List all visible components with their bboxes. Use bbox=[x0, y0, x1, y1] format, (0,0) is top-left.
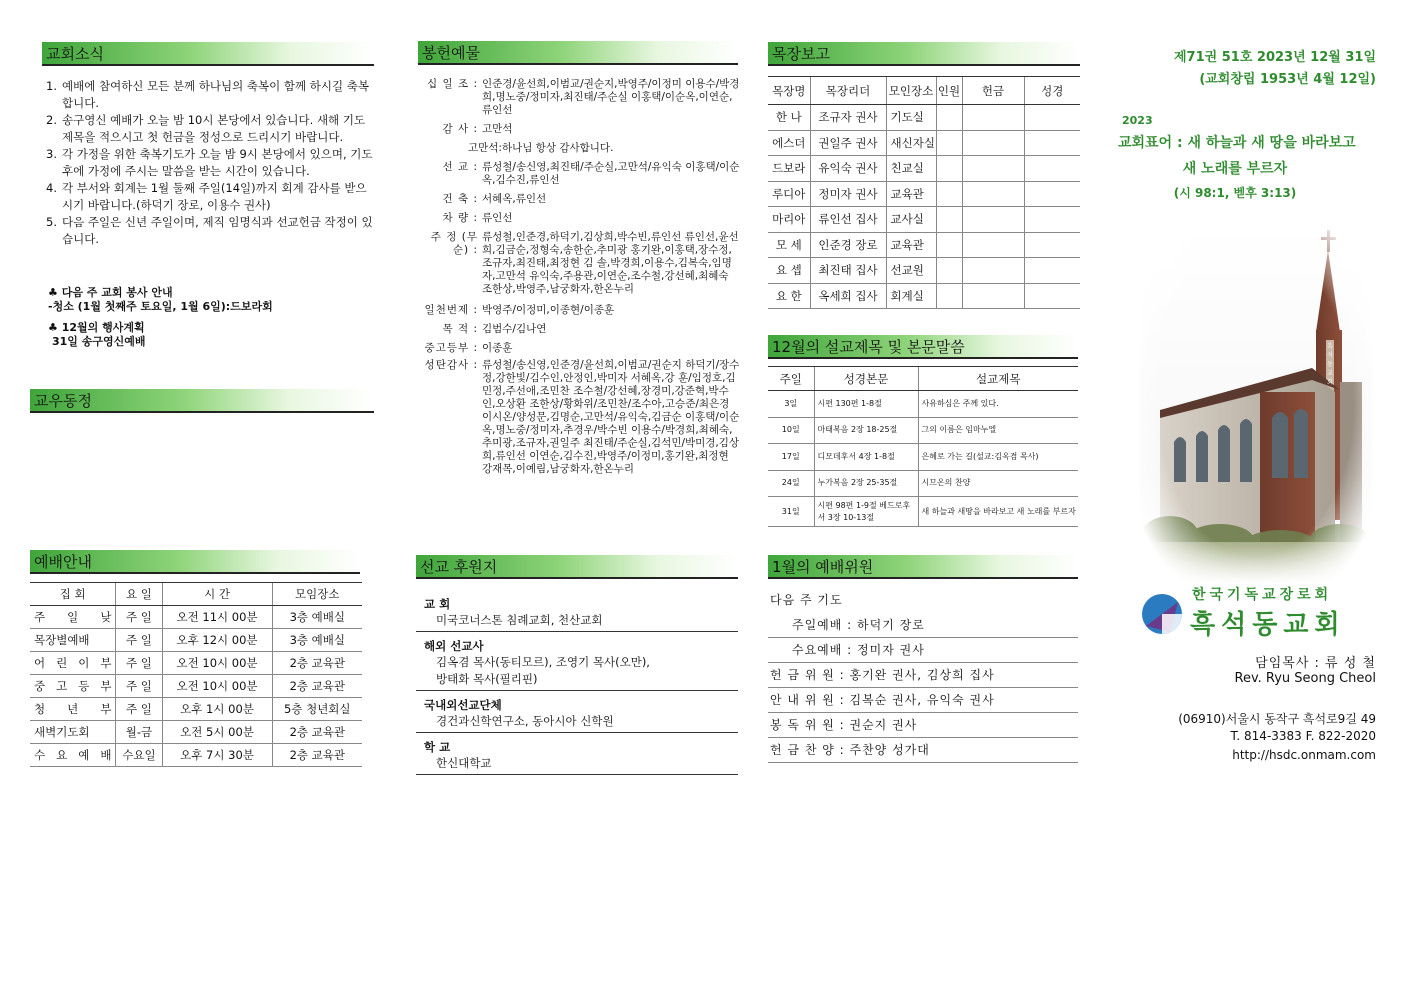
news-item-text: 다음 주일은 신년 주일이며, 제직 임명식과 선교헌금 작정이 있습니다. bbox=[62, 215, 373, 246]
news-item bbox=[46, 78, 376, 112]
cell-report-cell bbox=[962, 130, 1024, 156]
worship-header-cell: 요 일 bbox=[116, 583, 162, 606]
offering-label: 십 일 조 : bbox=[427, 78, 478, 90]
cell-report-cell: 최진태 집사 bbox=[810, 258, 886, 284]
offering-group bbox=[420, 359, 740, 476]
worship-cell: 2층 교육관 bbox=[272, 675, 362, 698]
worship-cell: 수요일 bbox=[116, 744, 162, 767]
church-name: 흑석동교회 bbox=[1190, 610, 1346, 640]
cell-report-cell: 류인선 집사 bbox=[810, 207, 886, 233]
cell-report-cell: 교육관 bbox=[886, 232, 936, 258]
offering-label: 중고등부 : bbox=[424, 342, 478, 354]
church-website[interactable]: http://hsdc.onmam.com bbox=[1232, 748, 1376, 762]
events-detail: 31일 송구영신예배 bbox=[52, 335, 146, 348]
sermon-cell-title: 은혜로 가는 길(설교:김옥겸 목사) bbox=[918, 444, 1078, 471]
cell-report-header-cell: 인원 bbox=[936, 77, 962, 105]
offering-label: 목 적 : bbox=[442, 323, 478, 335]
sermon-cell-title: 사유하심은 주께 있다. bbox=[918, 391, 1078, 418]
news-item bbox=[46, 214, 376, 248]
worship-cell: 주 일 낮 bbox=[30, 606, 116, 629]
mission-line: 한신대학교 bbox=[436, 756, 492, 770]
worship-cell: 오후 12시 00분 bbox=[162, 629, 272, 652]
cell-report-header-cell: 헌금 bbox=[962, 77, 1024, 105]
church-logo-icon bbox=[1140, 592, 1184, 636]
cell-report-cell: 에스더 bbox=[768, 130, 810, 156]
news-item-text: 예배에 참여하신 모든 분께 하나님의 축복이 함께 하시길 축복합니다. bbox=[62, 79, 369, 110]
worship-cell: 2층 교육관 bbox=[272, 744, 362, 767]
worship-cell: 수 요 예 배 bbox=[30, 744, 116, 767]
founded-line: (교회창립 1953년 4월 12일) bbox=[1199, 72, 1376, 87]
cell-report-cell: 친교실 bbox=[886, 156, 936, 182]
cell-report-header-cell: 목장리더 bbox=[810, 77, 886, 105]
cell-report-header-cell: 성경 bbox=[1024, 77, 1080, 105]
cell-report-section-title: 목장보고 bbox=[768, 42, 1080, 66]
cell-report-cell bbox=[962, 283, 1024, 309]
cell-report-cell: 드보라 bbox=[768, 156, 810, 182]
motto-year: 2023 bbox=[1122, 114, 1153, 127]
offering-group bbox=[420, 123, 740, 136]
offering-label: 성탄감사 : bbox=[424, 359, 478, 371]
cell-report-cell: 교육관 bbox=[886, 181, 936, 207]
cell-report-cell bbox=[962, 156, 1024, 182]
mission-group bbox=[416, 697, 738, 733]
worship-cell: 중 고 등 부 bbox=[30, 675, 116, 698]
worship-cell: 오후 1시 00분 bbox=[162, 698, 272, 721]
offering-names: 인준경/윤선희,이범교/권순지,박영주/이정미 이용수/박경희,명노중/정미자,최진태/주순실 이홍택/이순옥,이연순,류인선 bbox=[482, 78, 740, 116]
mission-group bbox=[416, 739, 738, 775]
role-row: 수요예배 : 정미자 권사 bbox=[768, 638, 1078, 663]
motto-ref: (시 98:1, 벧후 3:13) bbox=[1173, 186, 1297, 200]
worship-table bbox=[30, 582, 362, 767]
worship-cell: 오전 10시 00분 bbox=[162, 652, 272, 675]
church-phone: T. 814-3383 F. 822-2020 bbox=[1230, 729, 1376, 743]
table-row bbox=[30, 606, 362, 629]
table-row bbox=[768, 181, 1080, 207]
cell-report-cell: 정미자 권사 bbox=[810, 181, 886, 207]
mission-group bbox=[416, 596, 738, 632]
issue-line: 제71권 51호 2023년 12월 31일 bbox=[1174, 50, 1376, 65]
news-list bbox=[46, 78, 376, 248]
worship-cell: 2층 교육관 bbox=[272, 652, 362, 675]
offering-group bbox=[420, 161, 740, 187]
role-row: 주일예배 : 하덕기 장로 bbox=[768, 613, 1078, 638]
cell-report-cell bbox=[936, 130, 962, 156]
cell-report-cell: 한 나 bbox=[768, 105, 810, 131]
mission-group bbox=[416, 638, 738, 691]
table-row bbox=[768, 232, 1080, 258]
worship-cell: 목장별예배 bbox=[30, 629, 116, 652]
cell-report-cell bbox=[936, 105, 962, 131]
table-row bbox=[768, 207, 1080, 233]
offering-group bbox=[420, 212, 740, 225]
worship-cell: 3층 예배실 bbox=[272, 606, 362, 629]
cell-report-cell bbox=[1024, 258, 1080, 284]
sermon-cell-day: 17일 bbox=[768, 444, 814, 471]
offering-group bbox=[420, 323, 740, 336]
table-row bbox=[768, 417, 1078, 444]
jan-roles-list bbox=[768, 588, 1078, 763]
sermon-cell-title: 새 하늘과 새땅을 바라보고 새 노래를 부르자 bbox=[918, 497, 1078, 527]
cell-report-cell: 선교원 bbox=[886, 258, 936, 284]
cell-report-cell bbox=[1024, 207, 1080, 233]
worship-header-cell: 시 간 bbox=[162, 583, 272, 606]
cell-report-cell bbox=[936, 283, 962, 309]
news-item-number: 1. bbox=[46, 79, 57, 93]
news-item-number: 4. bbox=[46, 181, 57, 195]
events-title: ♣ 12월의 행사계획 bbox=[48, 321, 145, 334]
news-item-number: 2. bbox=[46, 113, 57, 127]
role-row: 헌 금 위 원 : 홍기완 권사, 김상희 집사 bbox=[768, 663, 1078, 688]
offering-group bbox=[420, 78, 740, 117]
worship-cell: 오전 10시 00분 bbox=[162, 675, 272, 698]
mission-group-heading: 해외 선교사 bbox=[424, 639, 484, 653]
cell-report-cell: 요 셉 bbox=[768, 258, 810, 284]
denomination-name: 한국기독교장로회 bbox=[1192, 587, 1333, 603]
cell-report-cell bbox=[1024, 156, 1080, 182]
worship-cell: 2층 교육관 bbox=[272, 721, 362, 744]
church-sign: 흑석동교회 bbox=[1327, 343, 1333, 386]
sermon-header-cell: 주일 bbox=[768, 367, 814, 391]
worship-cell: 어 린 이 부 bbox=[30, 652, 116, 675]
news-item bbox=[46, 146, 376, 180]
offering-names: 류인선 bbox=[482, 212, 513, 224]
offering-label: 일천번제 : bbox=[424, 304, 478, 316]
offering-label bbox=[420, 142, 468, 155]
cell-report-cell bbox=[962, 181, 1024, 207]
cell-report-cell bbox=[1024, 130, 1080, 156]
cell-report-header-cell: 모인장소 bbox=[886, 77, 936, 105]
cell-report-cell bbox=[1024, 283, 1080, 309]
offering-names: 류성철/송신영,인준경/윤선희,이범교/권순지 하덕기/장수정,강한빛/김수인,안정인,박미자 서혜옥,강 훈/임정호,김민정,주선애,조민찬 조수철/강선혜,장경미,강준혁,박수인,오상환 조한상/황화위/조민찬/조수아,고승준/최은경 이시온/양성문,김명순,고만석/유익숙,김금순 이홍택/이순옥,명노중/정미자,추경우/박수빈 이용수/박경희,최혜숙,추미광,조규자,권일주 최진태/주순실,김석민/박미경,김상희,류인선 이연순,김수진,박영주/이정미,홍기완,최정현 강재목,이예림,남궁화자,한온누리 bbox=[482, 359, 740, 475]
worship-cell: 3층 예배실 bbox=[272, 629, 362, 652]
sermon-cell-day: 24일 bbox=[768, 470, 814, 497]
motto-line1: 교회표어 : 새 하늘과 새 땅을 바라보고 bbox=[1118, 135, 1356, 151]
table-row bbox=[768, 105, 1080, 131]
offering-names: 고만석 bbox=[482, 123, 513, 135]
offering-names: 박영주/이정미,이종현/이종훈 bbox=[482, 304, 615, 316]
sermon-header-cell: 설교제목 bbox=[918, 367, 1078, 391]
sermons-table bbox=[768, 366, 1078, 527]
sermon-cell-text: 디모데후서 4장 1-8절 bbox=[814, 444, 918, 471]
service-notice-title: ♣ 다음 주 교회 봉사 안내 bbox=[48, 286, 173, 299]
news-item-text: 각 가정을 위한 축복기도가 오늘 밤 9시 본당에서 있으며, 기도 후에 가정에 주시는 말씀을 받는 시간이 있습니다. bbox=[62, 147, 373, 178]
cell-report-cell: 조규자 권사 bbox=[810, 105, 886, 131]
cell-report-cell: 마리아 bbox=[768, 207, 810, 233]
news-item bbox=[46, 180, 376, 214]
offering-group bbox=[420, 342, 740, 355]
motto-line2: 새 노래를 부르자 bbox=[1182, 161, 1288, 177]
sermon-cell-text: 마태복음 2장 18-25절 bbox=[814, 417, 918, 444]
worship-section-title: 예배안내 bbox=[30, 550, 360, 574]
cell-report-cell: 인준경 장로 bbox=[810, 232, 886, 258]
service-notice-detail: -청소 (1월 첫째주 토요일, 1월 6일):드보라회 bbox=[48, 300, 273, 313]
cell-report-cell bbox=[936, 181, 962, 207]
cell-report-cell: 새신자실 bbox=[886, 130, 936, 156]
missions-list bbox=[416, 596, 738, 781]
cell-report-cell: 권일주 권사 bbox=[810, 130, 886, 156]
pastor-name: 담임목사 : 류 성 철 bbox=[1255, 656, 1376, 671]
cell-report-cell bbox=[962, 207, 1024, 233]
table-row bbox=[768, 497, 1078, 527]
table-row bbox=[768, 156, 1080, 182]
next-prayer-label: 다음 주 기도 bbox=[770, 593, 843, 607]
members-section-title: 교우동정 bbox=[30, 389, 374, 413]
table-row bbox=[30, 744, 362, 767]
role-row: 봉 독 위 원 : 권순지 권사 bbox=[768, 713, 1078, 738]
worship-cell: 주 일 bbox=[116, 675, 162, 698]
news-item bbox=[46, 112, 376, 146]
sermon-cell-day: 10일 bbox=[768, 417, 814, 444]
offering-label: 감 사 : bbox=[442, 123, 478, 135]
sermon-cell-day: 31일 bbox=[768, 497, 814, 527]
cell-report-header-cell: 목장명 bbox=[768, 77, 810, 105]
offering-group bbox=[420, 193, 740, 206]
offering-names: 서혜옥,류인선 bbox=[482, 193, 547, 205]
offerings-section-title: 봉헌예물 bbox=[418, 41, 738, 65]
worship-cell: 주 일 bbox=[116, 629, 162, 652]
cell-report-cell bbox=[962, 105, 1024, 131]
cell-report-cell bbox=[1024, 181, 1080, 207]
table-row bbox=[30, 675, 362, 698]
news-section-title: 교회소식 bbox=[42, 42, 374, 66]
sermon-cell-text: 누가복음 2장 25-35절 bbox=[814, 470, 918, 497]
offering-names: 김범수/김나연 bbox=[482, 323, 547, 335]
worship-cell: 주 일 bbox=[116, 652, 162, 675]
service-notice bbox=[48, 286, 378, 314]
table-row bbox=[30, 698, 362, 721]
cell-report-table bbox=[768, 76, 1080, 309]
cell-report-cell bbox=[936, 156, 962, 182]
news-item-number: 3. bbox=[46, 147, 57, 161]
worship-cell: 주 일 bbox=[116, 606, 162, 629]
worship-cell: 주 일 bbox=[116, 698, 162, 721]
worship-cell: 월-금 bbox=[116, 721, 162, 744]
worship-cell: 오후 7시 30분 bbox=[162, 744, 272, 767]
role-row: 헌 금 찬 양 : 주찬양 성가대 bbox=[768, 738, 1078, 763]
mission-line: 김옥겸 목사(동티모르), 조영기 목사(오만), bbox=[436, 655, 650, 669]
mission-line: 경건과신학연구소, 동아시아 신학원 bbox=[436, 714, 614, 728]
cell-report-cell: 교사실 bbox=[886, 207, 936, 233]
offering-group bbox=[420, 142, 740, 155]
cell-report-cell bbox=[1024, 232, 1080, 258]
cell-report-cell: 기도실 bbox=[886, 105, 936, 131]
mission-group-heading: 학 교 bbox=[424, 740, 451, 754]
cell-report-cell bbox=[1024, 105, 1080, 131]
table-row bbox=[768, 444, 1078, 471]
offerings-list bbox=[420, 78, 740, 492]
table-row bbox=[30, 629, 362, 652]
table-row bbox=[768, 283, 1080, 309]
cell-report-cell: 유익숙 권사 bbox=[810, 156, 886, 182]
role-row: 안 내 위 원 : 김복순 권사, 유익숙 권사 bbox=[768, 688, 1078, 713]
cell-report-cell: 옥세희 집사 bbox=[810, 283, 886, 309]
worship-cell: 오전 5시 00분 bbox=[162, 721, 272, 744]
jan-roles-section-title: 1월의 예배위원 bbox=[768, 555, 1078, 579]
cell-report-cell: 루디아 bbox=[768, 181, 810, 207]
cell-report-cell bbox=[936, 232, 962, 258]
events-notice bbox=[48, 321, 378, 349]
worship-header-cell: 모임장소 bbox=[272, 583, 362, 606]
offering-group bbox=[420, 231, 740, 296]
sermon-cell-text: 시편 98편 1-9절 베드로후서 3장 10-13절 bbox=[814, 497, 918, 527]
sermon-cell-title: 시므온의 찬양 bbox=[918, 470, 1078, 497]
news-item-text: 송구영신 예배가 오늘 밤 10시 본당에서 있습니다. 새해 기도 제목을 적으시고 첫 헌금을 정성으로 드리시기 바랍니다. bbox=[62, 113, 366, 144]
sermon-header-cell: 성경본문 bbox=[814, 367, 918, 391]
table-row bbox=[768, 258, 1080, 284]
cell-report-cell bbox=[936, 258, 962, 284]
sermon-cell-text: 시편 130편 1-8절 bbox=[814, 391, 918, 418]
worship-cell: 청 년 부 bbox=[30, 698, 116, 721]
news-item-number: 5. bbox=[46, 215, 57, 229]
cell-report-cell bbox=[962, 258, 1024, 284]
mission-group-heading: 교 회 bbox=[424, 597, 451, 611]
offering-label: 주 정 (무 순) : bbox=[430, 231, 478, 256]
cell-report-cell bbox=[962, 232, 1024, 258]
offering-names: 이종훈 bbox=[482, 342, 513, 354]
table-row bbox=[768, 470, 1078, 497]
missions-section-title: 선교 후원지 bbox=[416, 555, 738, 579]
sermon-cell-day: 3일 bbox=[768, 391, 814, 418]
worship-header-cell: 집 회 bbox=[30, 583, 116, 606]
offering-names: 류성철,인준경,하덕기,김상희,박수빈,류인선 류인선,윤선희,김금순,정형숙,송한순,추미광 홍기완,이홍택,장수정,조규자,최진태,최정현 김 솔,박경희,이용수,김복숙,임명자,고만석 유익숙,주용관,이연순,조수철,강선혜,최혜숙 조한상,박영주,남궁화자,한온누리 bbox=[482, 231, 739, 295]
table-row bbox=[30, 652, 362, 675]
cell-report-cell: 회계실 bbox=[886, 283, 936, 309]
table-row bbox=[768, 130, 1080, 156]
offering-names: 고만석:하나님 항상 감사합니다. bbox=[468, 142, 614, 154]
church-address: (06910)서울시 동작구 흑석로9길 49 bbox=[1178, 712, 1376, 726]
cell-report-cell bbox=[936, 207, 962, 233]
church-illustration bbox=[1140, 222, 1372, 584]
worship-cell: 오전 11시 00분 bbox=[162, 606, 272, 629]
table-row bbox=[768, 391, 1078, 418]
offering-label: 건 축 : bbox=[442, 193, 478, 205]
offering-names: 류성철/송신영,최진태/주순실,고만석/유익숙 이홍택/이순옥,김수진,류인선 bbox=[482, 161, 740, 186]
table-row bbox=[30, 721, 362, 744]
mission-group-heading: 국내외선교단체 bbox=[424, 698, 502, 712]
mission-line: 방태화 목사(필리핀) bbox=[436, 672, 538, 686]
worship-cell: 5층 청년회실 bbox=[272, 698, 362, 721]
news-item-text: 각 부서와 회계는 1월 둘째 주일(14일)까지 회계 감사를 받으시기 바랍니다.(하덕기 장로, 이용수 권사) bbox=[62, 181, 367, 212]
sermon-cell-title: 그의 이름은 임마누엘 bbox=[918, 417, 1078, 444]
cell-report-cell: 요 한 bbox=[768, 283, 810, 309]
pastor-name-en: Rev. Ryu Seong Cheol bbox=[1234, 671, 1376, 686]
sermons-section-title: 12월의 설교제목 및 본문말씀 bbox=[768, 335, 1078, 359]
offering-group bbox=[420, 304, 740, 317]
offering-label: 선 교 : bbox=[442, 161, 478, 173]
offering-label: 차 량 : bbox=[442, 212, 478, 224]
mission-line: 미국코너스톤 침례교회, 천산교회 bbox=[436, 613, 603, 627]
cell-report-cell: 모 세 bbox=[768, 232, 810, 258]
worship-cell: 새벽기도회 bbox=[30, 721, 116, 744]
